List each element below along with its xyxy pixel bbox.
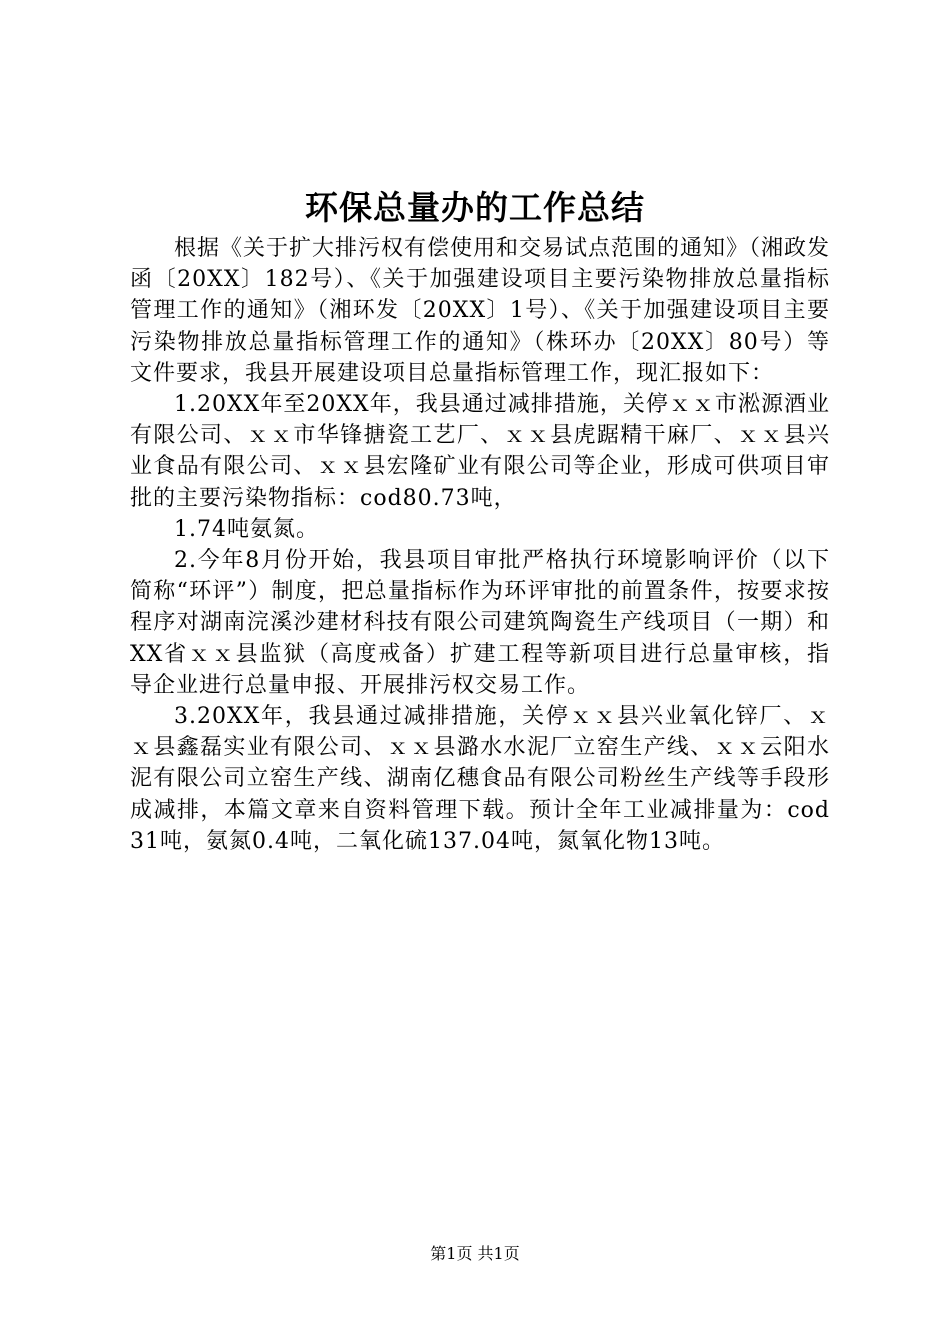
paragraph-item-1-continued: 1.74吨氨氮。	[174, 516, 319, 542]
document-title: 环保总量办的工作总结	[305, 188, 645, 227]
document-body	[130, 233, 830, 857]
paragraph-item-3: 3.20XX年，我县通过减排措施，关停ｘｘ县兴业氧化锌厂、ｘｘ县鑫磊实业有限公司、ｘｘ县潞水水泥厂立窑生产线、ｘｘ云阳水泥有限公司立窑生产线、湖南亿穗食品有限公司粉丝生产线等手段形成减排，本篇文章来自资料管理下载。预计全年工业减排量为：cod31吨，氨氮0.4吨，二氧化硫137.04吨，氮氧化物13吨。	[130, 704, 830, 854]
page-footer: 第1页 共1页	[430, 1244, 520, 1263]
paragraph-intro: 根据《关于扩大排污权有偿使用和交易试点范围的通知》（湘政发函〔20XX〕182号）、《关于加强建设项目主要污染物排放总量指标管理工作的通知》（湘环发〔20XX〕1号）、《关于加强建设项目主要污染物排放总量指标管理工作的通知》（株环办〔20XX〕80号）等文件要求，我县开展建设项目总量指标管理工作，现汇报如下：	[130, 236, 831, 386]
paragraph-item-2: 2.今年8月份开始，我县项目审批严格执行环境影响评价（以下简称“环评”）制度，把总量指标作为环评审批的前置条件，按要求按程序对湖南浣溪沙建材科技有限公司建筑陶瓷生产线项目（一期）和XX省ｘｘ县监狱（高度戒备）扩建工程等新项目进行总量审核，指导企业进行总量申报、开展排污权交易工作。	[130, 548, 830, 698]
paragraph-item-1: 1.20XX年至20XX年，我县通过减排措施，关停ｘｘ市淞源酒业有限公司、ｘｘ市华锋搪瓷工艺厂、ｘｘ县虎踞精干麻厂、ｘｘ县兴业食品有限公司、ｘｘ县宏隆矿业有限公司等企业，形成可供项目审批的主要污染物指标：cod80.73吨，	[130, 392, 830, 511]
